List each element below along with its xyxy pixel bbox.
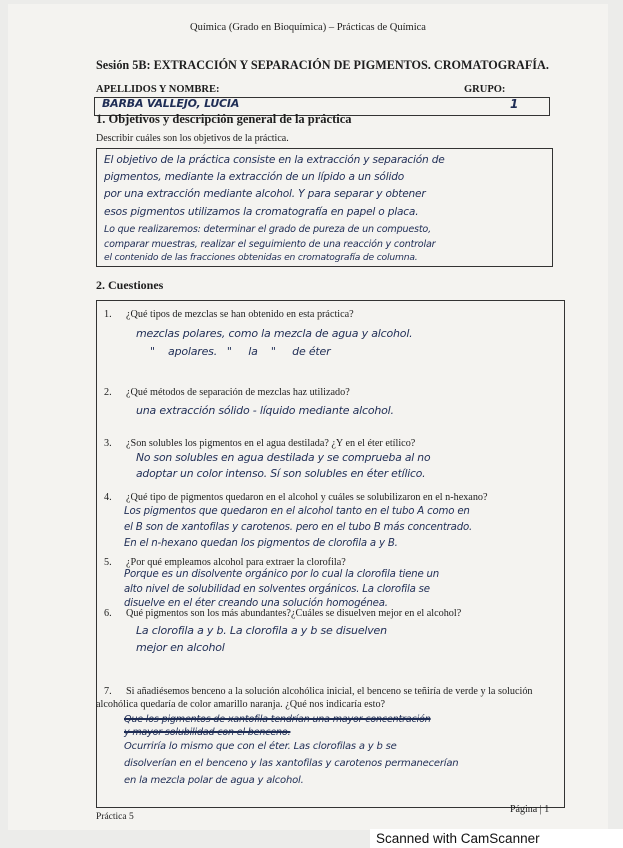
group-value: 1	[510, 97, 519, 111]
section1-subtitle: Describir cuáles son los objetivos de la práctica.	[96, 133, 289, 144]
name-value: BARBA VALLEJO, LUCIA	[102, 97, 240, 110]
objectives-answer-line: el contenido de las fracciones obtenidas en cromatografía de columna.	[104, 252, 418, 263]
answer-line: " apolares. " la " de éter	[150, 345, 331, 358]
answer-line: Ocurriría lo mismo que con el éter. Las clorofilas a y b se	[124, 741, 397, 752]
question-number: 3.	[104, 438, 112, 449]
answer-line: Porque es un disolvente orgánico por lo cual la clorofila tiene un	[124, 569, 440, 580]
question-number: 6.	[104, 608, 112, 619]
question-text: ¿Qué tipos de mezclas se han obtenido en esta práctica?	[126, 309, 354, 320]
answer-line: adoptar un color intenso. Sí son solubles en éter etílico.	[136, 467, 426, 480]
struck-answer-line: y mayor solubilidad con el benceno.	[124, 727, 291, 738]
question-number: 4.	[104, 492, 112, 503]
objectives-answer-line: por una extracción mediante alcohol. Y para separar y obtener	[104, 188, 426, 200]
question-text: ¿Por qué empleamos alcohol para extraer la clorofila?	[126, 557, 346, 568]
objectives-answer-line: El objetivo de la práctica consiste en la extracción y separación de	[104, 154, 445, 166]
struck-answer-line: Que los pigmentos de xantofila tendrían una mayor concentración	[124, 714, 431, 725]
answer-line: una extracción sólido - líquido mediante alcohol.	[136, 404, 394, 417]
answer-line: Los pigmentos que quedaron en el alcohol tanto en el tubo A como en	[124, 506, 470, 517]
question-number: 5.	[104, 557, 112, 568]
question-text: ¿Qué métodos de separación de mezclas haz utilizado?	[126, 387, 350, 398]
answer-line: No son solubles en agua destilada y se comprueba al no	[136, 451, 431, 464]
answer-line: en la mezcla polar de agua y alcohol.	[124, 775, 304, 786]
answer-line: mejor en alcohol	[136, 641, 225, 654]
section2-title: 2. Cuestiones	[96, 278, 164, 292]
camscanner-watermark: Scanned with CamScanner	[370, 829, 623, 848]
question-text: Si añadiésemos benceno a la solución alcohólica inicial, el benceno se teñiría de verde y la solución	[126, 686, 533, 697]
question-text: ¿Son solubles los pigmentos en el agua destilada? ¿Y en el éter etílico?	[126, 438, 416, 449]
page-header: Química (Grado en Bioquímica) – Prácticas de Química	[190, 22, 426, 33]
name-label: APELLIDOS Y NOMBRE:	[96, 84, 220, 95]
objectives-answer-line: esos pigmentos utilizamos la cromatografía en papel o placa.	[104, 206, 419, 218]
session-title: Sesión 5B: EXTRACCIÓN Y SEPARACIÓN DE PIGMENTOS. CROMATOGRAFÍA.	[96, 58, 549, 72]
section1-title: 1. Objetivos y descripción general de la práctica	[96, 112, 352, 126]
question-number: 1.	[104, 309, 112, 320]
answer-line: En el n-hexano quedan los pigmentos de clorofila a y B.	[124, 538, 398, 549]
answer-line: el B son de xantofilas y carotenos. pero en el tubo B más concentrado.	[124, 522, 473, 533]
question-text: ¿Qué tipo de pigmentos quedaron en el alcohol y cuáles se solubilizaron en el n-hexano?	[126, 492, 488, 503]
objectives-answer-line: pigmentos, mediante la extracción de un lípido a un sólido	[104, 171, 405, 183]
answer-line: disolverían en el benceno y las xantofilas y carotenos permanecerían	[124, 758, 459, 769]
footer-left: Práctica 5	[96, 812, 134, 822]
footer-right: Página | 1	[510, 804, 550, 815]
objectives-answer-line: comparar muestras, realizar el seguimiento de una reacción y controlar	[104, 239, 436, 250]
question-text: alcohólica quedaría de color amarillo naranja. ¿Qué nos indicaría esto?	[96, 699, 386, 710]
question-number: 7.	[104, 686, 112, 697]
answer-line: disuelve en el éter creando una solución homogénea.	[124, 598, 388, 609]
document-page	[8, 4, 608, 830]
group-label: GRUPO:	[464, 84, 506, 95]
objectives-answer-line: Lo que realizaremos: determinar el grado de pureza de un compuesto,	[104, 224, 431, 235]
answer-line: La clorofila a y b. La clorofila a y b se disuelven	[136, 624, 387, 637]
answer-line: mezclas polares, como la mezcla de agua y alcohol.	[136, 327, 413, 340]
question-number: 2.	[104, 387, 112, 398]
answer-line: alto nivel de solubilidad en solventes orgánicos. La clorofila se	[124, 584, 430, 595]
question-text: Qué pigmentos son los más abundantes?¿Cuáles se disuelven mejor en el alcohol?	[126, 608, 462, 619]
